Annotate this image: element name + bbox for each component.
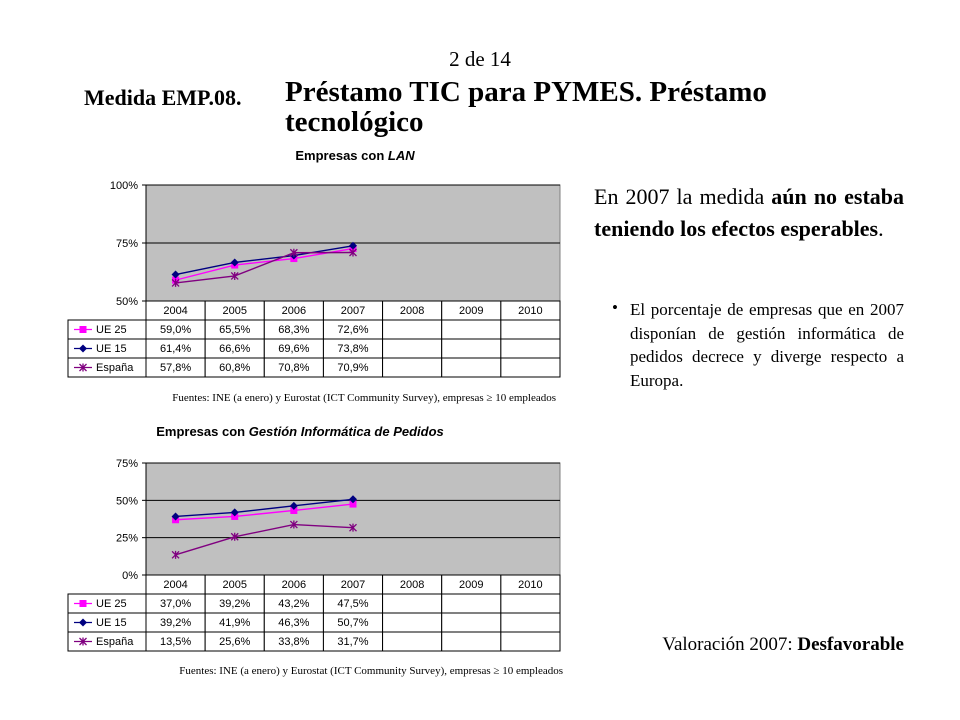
data-cell: [383, 339, 442, 358]
y-tick-label: 75%: [115, 458, 138, 470]
data-label: 39,2%: [159, 617, 192, 629]
legend-label: UE 15: [96, 343, 127, 355]
y-tick-label: 50%: [115, 495, 138, 508]
category-label: 2005: [222, 579, 247, 591]
legend-marker: [80, 326, 87, 333]
data-cell: [501, 358, 560, 377]
valoracion-value: Desfavorable: [797, 634, 904, 655]
chart1-title: [145, 148, 565, 163]
data-label: 73,8%: [337, 343, 369, 355]
data-label: 57,8%: [159, 362, 192, 374]
category-label: 2010: [518, 579, 543, 591]
data-cell: [501, 320, 560, 339]
summary-end: .: [878, 216, 884, 241]
data-cell: [442, 632, 501, 651]
data-cell: [383, 320, 442, 339]
category-label: 2006: [281, 305, 307, 317]
page-title-line2: tecnológico: [285, 106, 424, 138]
data-label: 43,2%: [278, 598, 310, 610]
category-label: 2008: [399, 579, 425, 591]
category-label: 2004: [163, 579, 188, 591]
data-cell: [501, 594, 560, 613]
category-label: 2006: [281, 579, 307, 591]
legend-label: UE 25: [96, 324, 127, 336]
valoracion-label: Valoración 2007:: [662, 634, 798, 655]
data-cell: [501, 632, 560, 651]
chart1-lan: [64, 170, 564, 390]
data-label: 50,7%: [337, 617, 369, 629]
measure-code: Medida EMP.08.: [84, 85, 242, 110]
y-tick-label: 100%: [109, 180, 138, 192]
data-label: 37,0%: [159, 598, 192, 610]
data-cell: [442, 613, 501, 632]
data-label: 46,3%: [278, 617, 310, 629]
category-label: 2010: [518, 305, 543, 317]
data-cell: [383, 613, 442, 632]
bullet-text: El porcentaje de empresas que en 2007 disponían de gestión informática de pedidos decrece y diverge respecto a Europa.: [630, 300, 904, 390]
data-label: 13,5%: [159, 636, 192, 648]
data-cell: [383, 358, 442, 377]
data-cell: [501, 339, 560, 358]
chart2-source: Fuentes: INE (a enero) y Eurostat (ICT Community Survey), empresas ≥ 10 empleados: [179, 665, 563, 677]
data-label: 72,6%: [337, 324, 369, 336]
data-label: 66,6%: [219, 343, 251, 355]
data-label: 65,5%: [219, 324, 251, 336]
data-cell: [501, 613, 560, 632]
data-label: 68,3%: [278, 324, 310, 336]
data-cell: [383, 594, 442, 613]
y-tick-label: 25%: [115, 532, 138, 545]
chart2-pedidos: [64, 450, 564, 665]
summary-emphasis: aún no estaba teniendo los efectos esperables: [594, 184, 904, 241]
legend-label: UE 25: [96, 598, 127, 610]
data-cell: [442, 358, 501, 377]
data-label: 60,8%: [219, 362, 251, 374]
data-cell: [442, 594, 501, 613]
page-title-line1: Préstamo TIC para PYMES. Préstamo: [285, 76, 767, 108]
summary-paragraph: [594, 181, 904, 245]
data-label: 31,7%: [337, 636, 369, 648]
data-label: 61,4%: [159, 343, 192, 355]
chart1-source: Fuentes: INE (a enero) y Eurostat (ICT Community Survey), empresas ≥ 10 empleados: [172, 392, 556, 404]
data-label: 47,5%: [337, 598, 369, 610]
chart1-title-italic: LAN: [387, 148, 415, 163]
category-label: 2007: [340, 305, 366, 317]
data-cell: [442, 320, 501, 339]
data-cell: [442, 339, 501, 358]
data-label: 70,8%: [278, 362, 310, 374]
chart1-title-plain: Empresas con: [295, 148, 388, 163]
category-label: 2008: [399, 305, 425, 317]
data-label: 41,9%: [219, 617, 251, 629]
y-tick-label: 0%: [122, 570, 138, 582]
plot-area: [146, 463, 560, 575]
chart2-title-plain: Empresas con: [156, 424, 249, 439]
data-label: 25,6%: [219, 636, 251, 648]
valoracion: [594, 634, 904, 656]
data-cell: [383, 632, 442, 651]
category-label: 2009: [459, 305, 484, 317]
y-tick-label: 50%: [115, 296, 138, 308]
y-tick-label: 75%: [115, 238, 138, 250]
chart2-title: [90, 424, 510, 439]
category-label: 2007: [340, 579, 366, 591]
chart2-title-italic: Gestión Informática de Pedidos: [248, 424, 444, 439]
category-label: 2005: [222, 305, 247, 317]
bullet-icon: •: [612, 298, 618, 317]
page-title: [285, 77, 885, 137]
data-label: 33,8%: [278, 636, 310, 648]
legend-label: España: [96, 362, 134, 374]
category-label: 2009: [459, 579, 484, 591]
legend-label: UE 15: [96, 617, 127, 629]
data-label: 70,9%: [337, 362, 369, 374]
data-label: 59,0%: [159, 324, 192, 336]
page-number: 2 de 14: [449, 47, 511, 71]
data-label: 69,6%: [278, 343, 310, 355]
data-label: 39,2%: [219, 598, 251, 610]
legend-marker: [80, 600, 87, 607]
legend-label: España: [96, 636, 134, 648]
category-label: 2004: [163, 305, 188, 317]
summary-text: En 2007 la medida: [594, 184, 772, 209]
